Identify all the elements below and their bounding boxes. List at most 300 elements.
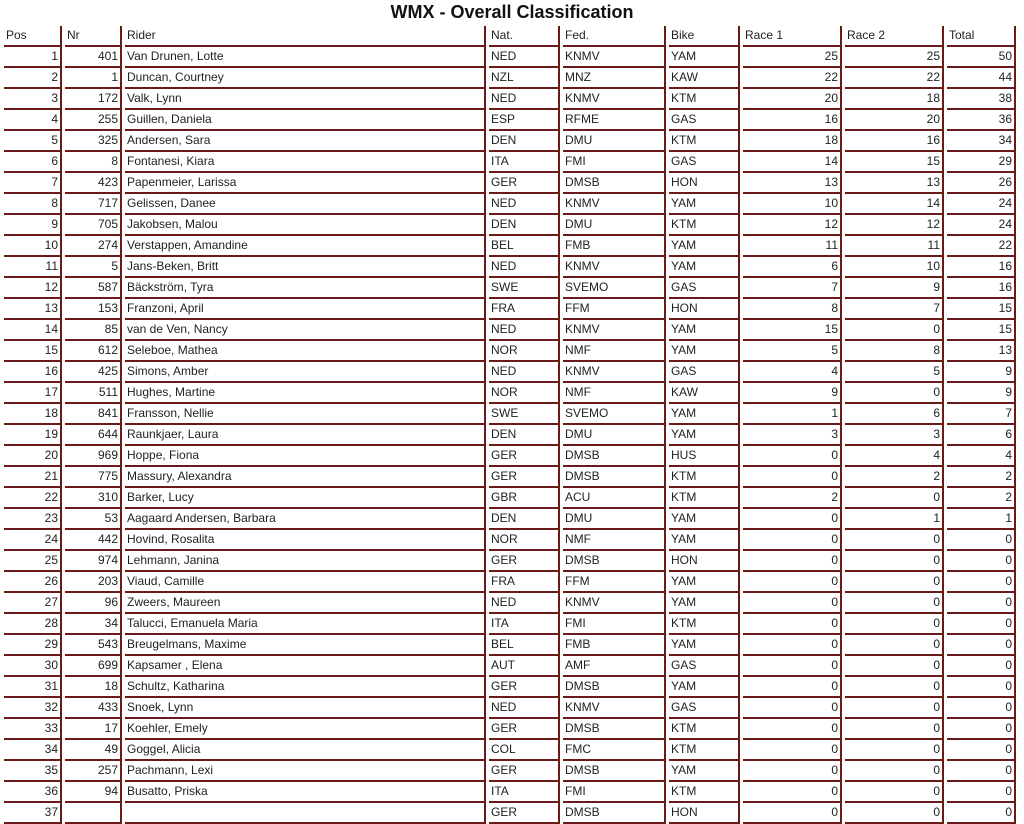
- cell-rider: Koehler, Emely: [125, 719, 486, 740]
- cell-rider: Fransson, Nellie: [125, 404, 486, 425]
- cell-race-2: 0: [845, 488, 944, 509]
- cell-nat: FRA: [489, 299, 560, 320]
- cell-nat: NED: [489, 320, 560, 341]
- cell-nat: GER: [489, 677, 560, 698]
- cell-rider: Busatto, Priska: [125, 782, 486, 803]
- cell-nr: 969: [65, 446, 122, 467]
- cell-fed: FMI: [563, 152, 666, 173]
- cell-bike: YAM: [669, 572, 740, 593]
- cell-nat: GER: [489, 803, 560, 824]
- cell-nat: NED: [489, 362, 560, 383]
- cell-pos: 33: [4, 719, 62, 740]
- cell-bike: GAS: [669, 110, 740, 131]
- cell-race-1: 0: [743, 803, 842, 824]
- cell-nat: DEN: [489, 509, 560, 530]
- cell-race-1: 5: [743, 341, 842, 362]
- cell-rider: [125, 803, 486, 824]
- cell-race-2: 2: [845, 467, 944, 488]
- cell-bike: GAS: [669, 152, 740, 173]
- cell-fed: DMSB: [563, 551, 666, 572]
- cell-race-1: 2: [743, 488, 842, 509]
- header-total: Total: [947, 26, 1016, 47]
- cell-total: 0: [947, 614, 1016, 635]
- cell-nat: NOR: [489, 530, 560, 551]
- cell-nr: 699: [65, 656, 122, 677]
- table-row: [4, 551, 1016, 572]
- cell-race-1: 7: [743, 278, 842, 299]
- cell-nr: 17: [65, 719, 122, 740]
- cell-nr: 1: [65, 68, 122, 89]
- table-row: [4, 761, 1016, 782]
- cell-race-2: 9: [845, 278, 944, 299]
- cell-race-2: 0: [845, 572, 944, 593]
- table-row: [4, 719, 1016, 740]
- cell-fed: KNMV: [563, 362, 666, 383]
- cell-rider: Guillen, Daniela: [125, 110, 486, 131]
- cell-pos: 9: [4, 215, 62, 236]
- cell-race-2: 5: [845, 362, 944, 383]
- cell-total: 15: [947, 320, 1016, 341]
- cell-nat: SWE: [489, 404, 560, 425]
- cell-race-1: 16: [743, 110, 842, 131]
- cell-rider: Papenmeier, Larissa: [125, 173, 486, 194]
- cell-race-1: 0: [743, 593, 842, 614]
- cell-nr: 255: [65, 110, 122, 131]
- cell-race-2: 12: [845, 215, 944, 236]
- cell-race-2: 0: [845, 656, 944, 677]
- cell-race-1: 0: [743, 677, 842, 698]
- cell-bike: YAM: [669, 404, 740, 425]
- cell-nat: NED: [489, 257, 560, 278]
- cell-fed: FMI: [563, 614, 666, 635]
- cell-nat: GER: [489, 719, 560, 740]
- cell-race-1: 0: [743, 782, 842, 803]
- table-row: [4, 194, 1016, 215]
- cell-bike: HON: [669, 173, 740, 194]
- cell-pos: 10: [4, 236, 62, 257]
- cell-fed: SVEMO: [563, 404, 666, 425]
- cell-total: 0: [947, 572, 1016, 593]
- cell-fed: SVEMO: [563, 278, 666, 299]
- table-row: [4, 89, 1016, 110]
- table-header-row: [4, 26, 1016, 47]
- cell-nat: GER: [489, 446, 560, 467]
- cell-nr: 425: [65, 362, 122, 383]
- cell-nat: DEN: [489, 131, 560, 152]
- cell-total: 13: [947, 341, 1016, 362]
- cell-nat: GER: [489, 551, 560, 572]
- cell-race-1: 25: [743, 47, 842, 68]
- cell-total: 2: [947, 488, 1016, 509]
- cell-total: 50: [947, 47, 1016, 68]
- cell-nr: 511: [65, 383, 122, 404]
- table-row: [4, 803, 1016, 824]
- cell-pos: 32: [4, 698, 62, 719]
- cell-nr: 172: [65, 89, 122, 110]
- cell-total: 34: [947, 131, 1016, 152]
- table-row: [4, 614, 1016, 635]
- cell-fed: FMC: [563, 740, 666, 761]
- cell-nr: 705: [65, 215, 122, 236]
- cell-race-1: 22: [743, 68, 842, 89]
- cell-rider: Jans-Beken, Britt: [125, 257, 486, 278]
- cell-pos: 28: [4, 614, 62, 635]
- cell-pos: 11: [4, 257, 62, 278]
- cell-nr: 5: [65, 257, 122, 278]
- cell-race-2: 13: [845, 173, 944, 194]
- cell-fed: KNMV: [563, 698, 666, 719]
- cell-rider: Seleboe, Mathea: [125, 341, 486, 362]
- cell-nr: 257: [65, 761, 122, 782]
- cell-race-2: 0: [845, 530, 944, 551]
- cell-rider: Breugelmans, Maxime: [125, 635, 486, 656]
- cell-pos: 19: [4, 425, 62, 446]
- cell-nat: NZL: [489, 68, 560, 89]
- cell-nat: ESP: [489, 110, 560, 131]
- cell-rider: Hovind, Rosalita: [125, 530, 486, 551]
- cell-pos: 16: [4, 362, 62, 383]
- cell-pos: 31: [4, 677, 62, 698]
- cell-race-2: 0: [845, 782, 944, 803]
- cell-fed: FFM: [563, 299, 666, 320]
- cell-nat: NED: [489, 89, 560, 110]
- cell-bike: GAS: [669, 362, 740, 383]
- table-row: [4, 152, 1016, 173]
- cell-total: 0: [947, 551, 1016, 572]
- cell-nr: 85: [65, 320, 122, 341]
- cell-rider: Snoek, Lynn: [125, 698, 486, 719]
- cell-race-1: 13: [743, 173, 842, 194]
- cell-total: 9: [947, 362, 1016, 383]
- cell-bike: KTM: [669, 488, 740, 509]
- cell-race-2: 10: [845, 257, 944, 278]
- cell-bike: HUS: [669, 446, 740, 467]
- cell-total: 0: [947, 677, 1016, 698]
- cell-fed: NMF: [563, 383, 666, 404]
- cell-fed: DMSB: [563, 677, 666, 698]
- cell-bike: YAM: [669, 47, 740, 68]
- table-row: [4, 467, 1016, 488]
- cell-fed: DMSB: [563, 173, 666, 194]
- table-row: [4, 572, 1016, 593]
- cell-rider: Bäckström, Tyra: [125, 278, 486, 299]
- cell-race-2: 0: [845, 383, 944, 404]
- cell-bike: YAM: [669, 509, 740, 530]
- cell-race-1: 10: [743, 194, 842, 215]
- cell-bike: GAS: [669, 656, 740, 677]
- cell-bike: KAW: [669, 68, 740, 89]
- cell-nat: NED: [489, 698, 560, 719]
- cell-rider: Massury, Alexandra: [125, 467, 486, 488]
- cell-pos: 27: [4, 593, 62, 614]
- cell-total: 0: [947, 656, 1016, 677]
- cell-fed: KNMV: [563, 89, 666, 110]
- cell-nr: 49: [65, 740, 122, 761]
- cell-bike: YAM: [669, 425, 740, 446]
- cell-nr: 612: [65, 341, 122, 362]
- cell-race-1: 0: [743, 698, 842, 719]
- table-row: [4, 698, 1016, 719]
- cell-rider: Fontanesi, Kiara: [125, 152, 486, 173]
- table-row: [4, 383, 1016, 404]
- cell-pos: 12: [4, 278, 62, 299]
- cell-bike: KTM: [669, 89, 740, 110]
- cell-race-2: 18: [845, 89, 944, 110]
- cell-rider: Viaud, Camille: [125, 572, 486, 593]
- cell-nat: GER: [489, 761, 560, 782]
- cell-pos: 36: [4, 782, 62, 803]
- cell-rider: Talucci, Emanuela Maria: [125, 614, 486, 635]
- cell-total: 0: [947, 803, 1016, 824]
- table-row: [4, 635, 1016, 656]
- cell-race-2: 0: [845, 803, 944, 824]
- cell-pos: 7: [4, 173, 62, 194]
- cell-nr: 543: [65, 635, 122, 656]
- cell-race-1: 14: [743, 152, 842, 173]
- table-row: [4, 446, 1016, 467]
- cell-total: 0: [947, 761, 1016, 782]
- cell-nat: NED: [489, 593, 560, 614]
- cell-pos: 3: [4, 89, 62, 110]
- cell-fed: FMB: [563, 236, 666, 257]
- cell-pos: 30: [4, 656, 62, 677]
- cell-rider: Duncan, Courtney: [125, 68, 486, 89]
- table-row: [4, 257, 1016, 278]
- cell-bike: YAM: [669, 593, 740, 614]
- cell-rider: Hughes, Martine: [125, 383, 486, 404]
- cell-bike: HON: [669, 299, 740, 320]
- cell-race-2: 0: [845, 719, 944, 740]
- cell-pos: 18: [4, 404, 62, 425]
- cell-race-1: 0: [743, 530, 842, 551]
- cell-nr: 841: [65, 404, 122, 425]
- cell-total: 15: [947, 299, 1016, 320]
- cell-pos: 20: [4, 446, 62, 467]
- cell-total: 4: [947, 446, 1016, 467]
- cell-fed: FFM: [563, 572, 666, 593]
- cell-fed: FMI: [563, 782, 666, 803]
- table-row: [4, 215, 1016, 236]
- cell-rider: Barker, Lucy: [125, 488, 486, 509]
- cell-nr: 153: [65, 299, 122, 320]
- cell-fed: NMF: [563, 341, 666, 362]
- cell-race-1: 12: [743, 215, 842, 236]
- cell-bike: YAM: [669, 635, 740, 656]
- cell-total: 24: [947, 215, 1016, 236]
- cell-pos: 29: [4, 635, 62, 656]
- cell-nr: 325: [65, 131, 122, 152]
- cell-pos: 37: [4, 803, 62, 824]
- cell-fed: NMF: [563, 530, 666, 551]
- cell-pos: 23: [4, 509, 62, 530]
- table-row: [4, 236, 1016, 257]
- cell-pos: 1: [4, 47, 62, 68]
- cell-race-1: 0: [743, 614, 842, 635]
- table-row: [4, 656, 1016, 677]
- cell-rider: Goggel, Alicia: [125, 740, 486, 761]
- cell-bike: YAM: [669, 677, 740, 698]
- cell-race-2: 7: [845, 299, 944, 320]
- cell-nr: [65, 803, 122, 824]
- header-fed: Fed.: [563, 26, 666, 47]
- cell-fed: ACU: [563, 488, 666, 509]
- cell-race-2: 4: [845, 446, 944, 467]
- cell-race-2: 0: [845, 551, 944, 572]
- cell-rider: Simons, Amber: [125, 362, 486, 383]
- cell-nr: 433: [65, 698, 122, 719]
- cell-total: 44: [947, 68, 1016, 89]
- cell-pos: 4: [4, 110, 62, 131]
- cell-pos: 6: [4, 152, 62, 173]
- cell-total: 0: [947, 593, 1016, 614]
- cell-race-1: 0: [743, 509, 842, 530]
- cell-race-1: 0: [743, 467, 842, 488]
- table-row: [4, 320, 1016, 341]
- cell-nat: ITA: [489, 614, 560, 635]
- cell-fed: KNMV: [563, 320, 666, 341]
- cell-race-2: 3: [845, 425, 944, 446]
- cell-fed: DMSB: [563, 761, 666, 782]
- cell-fed: AMF: [563, 656, 666, 677]
- cell-bike: HON: [669, 803, 740, 824]
- table-row: [4, 47, 1016, 68]
- cell-fed: KNMV: [563, 257, 666, 278]
- cell-bike: YAM: [669, 341, 740, 362]
- cell-pos: 13: [4, 299, 62, 320]
- cell-nat: BEL: [489, 635, 560, 656]
- cell-nat: ITA: [489, 782, 560, 803]
- cell-nr: 401: [65, 47, 122, 68]
- cell-nat: ITA: [489, 152, 560, 173]
- cell-fed: DMSB: [563, 803, 666, 824]
- cell-nr: 8: [65, 152, 122, 173]
- cell-nr: 423: [65, 173, 122, 194]
- cell-race-2: 0: [845, 761, 944, 782]
- table-row: [4, 509, 1016, 530]
- cell-rider: Verstappen, Amandine: [125, 236, 486, 257]
- cell-nr: 644: [65, 425, 122, 446]
- cell-nr: 717: [65, 194, 122, 215]
- cell-nat: GER: [489, 173, 560, 194]
- cell-race-1: 11: [743, 236, 842, 257]
- cell-fed: DMU: [563, 425, 666, 446]
- cell-rider: Hoppe, Fiona: [125, 446, 486, 467]
- cell-total: 1: [947, 509, 1016, 530]
- cell-bike: KTM: [669, 740, 740, 761]
- cell-total: 36: [947, 110, 1016, 131]
- table-row: [4, 131, 1016, 152]
- cell-race-2: 20: [845, 110, 944, 131]
- cell-bike: GAS: [669, 278, 740, 299]
- cell-rider: Valk, Lynn: [125, 89, 486, 110]
- cell-pos: 35: [4, 761, 62, 782]
- cell-race-2: 0: [845, 614, 944, 635]
- cell-race-1: 0: [743, 572, 842, 593]
- cell-total: 2: [947, 467, 1016, 488]
- cell-total: 6: [947, 425, 1016, 446]
- cell-race-1: 0: [743, 740, 842, 761]
- table-row: [4, 782, 1016, 803]
- cell-nat: AUT: [489, 656, 560, 677]
- cell-race-2: 0: [845, 698, 944, 719]
- cell-total: 24: [947, 194, 1016, 215]
- cell-nr: 34: [65, 614, 122, 635]
- cell-fed: KNMV: [563, 194, 666, 215]
- cell-race-2: 0: [845, 677, 944, 698]
- cell-fed: DMSB: [563, 446, 666, 467]
- cell-race-2: 0: [845, 740, 944, 761]
- cell-nr: 974: [65, 551, 122, 572]
- cell-race-1: 8: [743, 299, 842, 320]
- cell-race-2: 1: [845, 509, 944, 530]
- header-pos: Pos: [4, 26, 62, 47]
- cell-rider: Kapsamer , Elena: [125, 656, 486, 677]
- cell-bike: KTM: [669, 131, 740, 152]
- table-row: [4, 341, 1016, 362]
- cell-nat: GBR: [489, 488, 560, 509]
- cell-race-1: 20: [743, 89, 842, 110]
- table-row: [4, 68, 1016, 89]
- table-row: [4, 425, 1016, 446]
- header-race-2: Race 2: [845, 26, 944, 47]
- cell-pos: 22: [4, 488, 62, 509]
- cell-bike: YAM: [669, 257, 740, 278]
- cell-rider: Aagaard Andersen, Barbara: [125, 509, 486, 530]
- cell-total: 38: [947, 89, 1016, 110]
- page-title: WMX - Overall Classification: [390, 2, 634, 22]
- cell-pos: 8: [4, 194, 62, 215]
- cell-race-1: 6: [743, 257, 842, 278]
- cell-nat: NOR: [489, 383, 560, 404]
- cell-rider: Franzoni, April: [125, 299, 486, 320]
- table-row: [4, 362, 1016, 383]
- cell-race-1: 0: [743, 635, 842, 656]
- cell-bike: KTM: [669, 215, 740, 236]
- cell-total: 0: [947, 740, 1016, 761]
- cell-rider: Gelissen, Danee: [125, 194, 486, 215]
- cell-bike: YAM: [669, 194, 740, 215]
- cell-total: 0: [947, 635, 1016, 656]
- cell-nat: SWE: [489, 278, 560, 299]
- cell-race-1: 0: [743, 719, 842, 740]
- cell-total: 22: [947, 236, 1016, 257]
- cell-pos: 14: [4, 320, 62, 341]
- cell-total: 29: [947, 152, 1016, 173]
- cell-race-2: 0: [845, 593, 944, 614]
- cell-fed: DMU: [563, 131, 666, 152]
- cell-nr: 96: [65, 593, 122, 614]
- cell-nr: 587: [65, 278, 122, 299]
- cell-rider: Jakobsen, Malou: [125, 215, 486, 236]
- cell-nat: DEN: [489, 215, 560, 236]
- cell-nr: 53: [65, 509, 122, 530]
- cell-race-1: 0: [743, 761, 842, 782]
- cell-nat: GER: [489, 467, 560, 488]
- classification-table: [1, 26, 1019, 824]
- cell-nat: NED: [489, 194, 560, 215]
- cell-total: 16: [947, 278, 1016, 299]
- cell-nr: 442: [65, 530, 122, 551]
- cell-rider: Raunkjaer, Laura: [125, 425, 486, 446]
- cell-bike: YAM: [669, 761, 740, 782]
- cell-race-1: 15: [743, 320, 842, 341]
- cell-total: 0: [947, 782, 1016, 803]
- cell-race-1: 3: [743, 425, 842, 446]
- cell-nat: DEN: [489, 425, 560, 446]
- cell-pos: 17: [4, 383, 62, 404]
- cell-total: 26: [947, 173, 1016, 194]
- cell-fed: FMB: [563, 635, 666, 656]
